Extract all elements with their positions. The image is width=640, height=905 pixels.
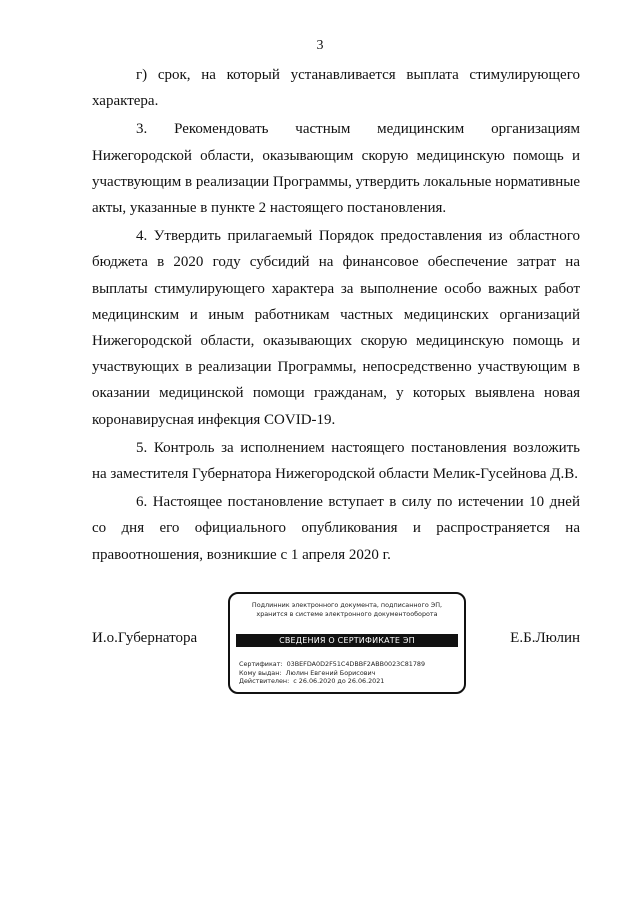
stamp-notice (230, 601, 464, 619)
stamp-cert-value: 03BEFDA0D2F51C4DBBF2ABB0023C81789 (286, 660, 426, 668)
stamp-valid-value: с 26.06.2020 до 26.06.2021 (293, 677, 385, 686)
stamp-cert-label: Сертификат: (239, 660, 283, 668)
document-body (92, 62, 580, 568)
electronic-signature-stamp (228, 592, 466, 694)
stamp-cert-row (239, 660, 425, 669)
stamp-certificate-info (239, 660, 425, 686)
stamp-valid-label: Действителен: (239, 677, 290, 686)
signatory-position: И.о.Губернатора (92, 630, 198, 646)
paragraph-item-4: 4. Утвердить прилагаемый Порядок предоставления из областного бюджета в 2020 году субсидий на финансовое обеспечение затрат на выплаты стимулирующего характера за выполнение особо важных работ медицинским и иным работникам частных медицинских организаций Нижегородской области, оказывающих скорую медицинскую помощь и участвующих в реализации Программы, непосредственно участвующим в оказании медицинской помощи гражданам, у которых выявлена новая коронавирусная инфекция COVID-19. (92, 228, 580, 428)
paragraph-item-5: 5. Контроль за исполнением настоящего постановления возложить на заместителя Губернатора Нижегородской области Мелик-Гусейнова Д.В. (92, 439, 580, 483)
signatory-name: Е.Б.Люлин (510, 630, 580, 646)
stamp-notice-line2: хранится в системе электронного документооборота (256, 610, 438, 618)
paragraph-item-3: 3. Рекомендовать частным медицинским организациям Нижегородской области, оказывающим скорую медицинскую помощь и участвующим в реализации Программы, утвердить локальные нормативные акты, указанные в пункте 2 настоящего постановления. (92, 121, 580, 217)
page-number: 3 (316, 38, 324, 53)
stamp-header: СВЕДЕНИЯ О СЕРТИФИКАТЕ ЭП (236, 634, 458, 647)
paragraph-item-6: 6. Настоящее постановление вступает в силу по истечении 10 дней со дня его официального опубликования и распространяется на правоотношения, возникшие с 1 апреля 2020 г. (92, 494, 580, 563)
stamp-notice-line1: Подлинник электронного документа, подписанного ЭП, (251, 601, 443, 609)
paragraph-item-g: г) срок, на который устанавливается выплата стимулирующего характера. (92, 67, 580, 110)
stamp-issued-row (239, 669, 425, 678)
stamp-issued-label: Кому выдан: (239, 668, 282, 677)
stamp-issued-value: Люлин Евгений Борисович (285, 668, 376, 677)
stamp-valid-row (239, 677, 425, 686)
